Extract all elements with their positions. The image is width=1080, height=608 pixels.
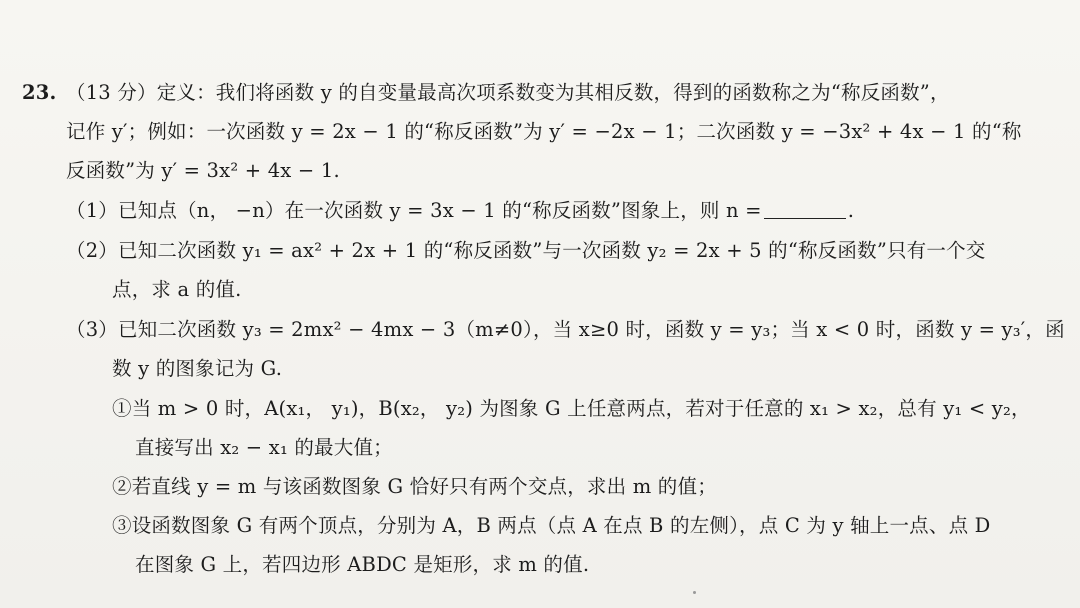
intro-line-3: 反函数”为 y′ = 3x² + 4x − 1.: [66, 159, 340, 182]
intro-line-2: 记作 y′；例如：一次函数 y = 2x − 1 的“称反函数”为 y′ = −2x − 1；二次函数 y = −3x² + 4x − 1 的“称: [66, 120, 1022, 143]
subquestion-3-line-1: ③设函数图象 G 有两个顶点，分别为 A，B 两点（点 A 在点 B 的左侧），点 C 为 y 轴上一点、点 D: [112, 514, 991, 537]
answer-blank[interactable]: [764, 200, 846, 219]
part-2-line-2: 点，求 a 的值.: [112, 278, 242, 301]
part-3-line-1: （3）已知二次函数 y₃ = 2mx² − 4mx − 3（m≠0），当 x≥0 时，函数 y = y₃；当 x < 0 时，函数 y = y₃′，函: [66, 318, 1065, 341]
subquestion-3-line-2: 在图象 G 上，若四边形 ABDC 是矩形，求 m 的值.: [135, 553, 590, 576]
part-3-line-2: 数 y 的图象记为 G.: [112, 357, 283, 380]
part-1-end: .: [847, 199, 855, 222]
subquestion-1-line-1: ①当 m > 0 时，A(x₁， y₁)，B(x₂， y₂) 为图象 G 上任意两点，若对于任意的 x₁ > x₂，总有 y₁ < y₂，: [112, 397, 1031, 420]
subquestion-2: ②若直线 y = m 与该函数图象 G 恰好只有两个交点，求出 m 的值；: [112, 475, 717, 498]
intro-line-1: （13 分）定义：我们将函数 y 的自变量最高次项系数变为其相反数，得到的函数称之为“称反函数”，: [66, 81, 950, 104]
question-number: 23.: [22, 81, 57, 104]
part-1-text: （1）已知点（n， −n）在一次函数 y = 3x − 1 的“称反函数”图象上，则 n =: [66, 199, 762, 222]
subquestion-1-line-2: 直接写出 x₂ − x₁ 的最大值；: [135, 436, 393, 459]
part-2-line-1: （2）已知二次函数 y₁ = ax² + 2x + 1 的“称反函数”与一次函数 y₂ = 2x + 5 的“称反函数”只有一个交: [66, 239, 986, 262]
paper-speck: [693, 591, 696, 594]
part-1: [66, 198, 854, 224]
